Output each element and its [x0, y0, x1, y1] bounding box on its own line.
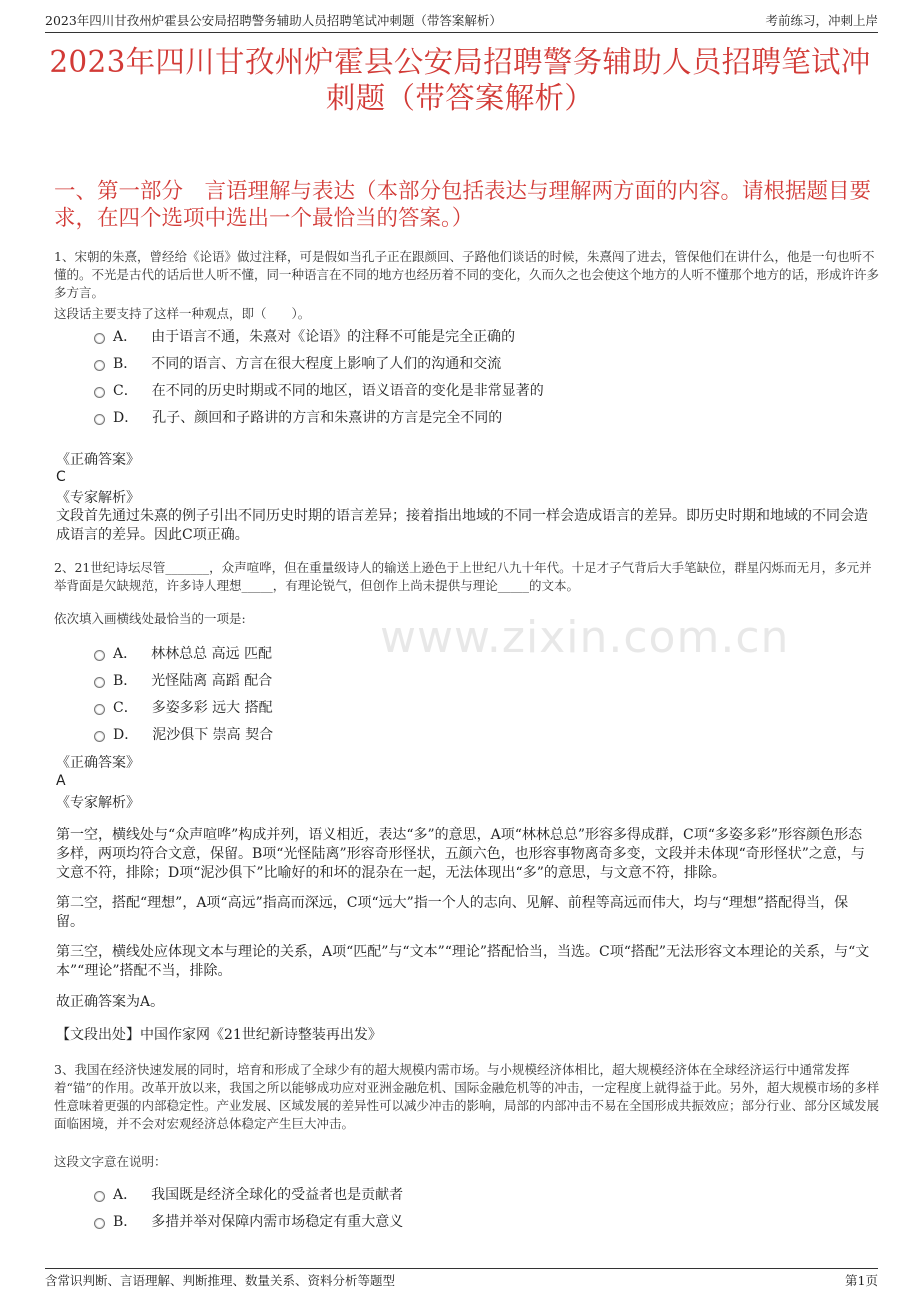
question-3-stem: 这段文字意在说明：: [54, 1154, 167, 1169]
option-letter: D．: [113, 410, 139, 426]
question-1-stem: 这段话主要支持了这样一种观点，即（ ）。: [54, 306, 311, 321]
answer-label: 《正确答案》: [56, 452, 140, 468]
radio-icon[interactable]: [94, 360, 105, 371]
question-1-option-b[interactable]: [94, 355, 501, 373]
option-letter: B．: [113, 356, 138, 372]
option-letter: B．: [113, 673, 138, 689]
radio-icon[interactable]: [94, 387, 105, 398]
option-text: 在不同的历史时期或不同的地区，语义语音的变化是非常显著的: [151, 383, 544, 399]
analysis-label: 《专家解析》: [56, 490, 140, 506]
option-text: 多措并举对保障内需市场稳定有重大意义: [151, 1214, 404, 1230]
option-text: 多姿多彩 远大 搭配: [151, 700, 273, 716]
analysis-paragraph-1: 第一空，横线处与“众声喧哗”构成并列，语义相近，表达“多”的意思，A项“林林总总”形容多得成群，C项“多姿多彩”形容颜色形态多样，两项均符合文意，保留。B项“光怪陆离”形容奇形怪状，五颜六色，也形容事物离奇多变，文段并未体现“奇形怪状”之意，与文意不符，排除；D项“泥沙俱下”比喻好的和坏的混杂在一起，无法体现出“多”的意思，与文意不符，排除。: [56, 827, 865, 881]
question-1-option-d[interactable]: [94, 409, 502, 427]
question-2-text: 2、21世纪诗坛尽管_______，众声喧哗，但在重量级诗人的输送上逊色于上世纪八九十年代。十足才子气背后大手笔缺位，群星闪烁而无月，多元并举背面是欠缺规范，许多诗人理想_____，有理论锐气，但创作上尚未提供与理论_____的文本。: [54, 560, 872, 593]
question-1-text: 1、宋朝的朱熹，曾经给《论语》做过注释，可是假如当孔子正在跟颜回、子路他们谈话的时候，朱熹闯了进去，管保他们在讲什么，他是一句也听不懂的。不光是古代的话后世人听不懂，同一种语言在不同的地方也经历着不同的变化，久而久之也会使这个地方的人听不懂那个地方的话，形成许许多多方言。: [54, 249, 880, 300]
option-text: 不同的语言、方言在很大程度上影响了人们的沟通和交流: [151, 356, 502, 372]
page-footer: [45, 1268, 878, 1291]
document-title: 2023年四川甘孜州炉霍县公安局招聘警务辅助人员招聘笔试冲刺题（带答案解析）: [49, 45, 871, 115]
analysis-paragraph-2: 第二空，搭配“理想”，A项“高远”指高而深远，C项“远大”指一个人的志向、见解、前程等高远而伟大，均与“理想”搭配得当，保留。: [56, 895, 849, 930]
analysis-label: 《专家解析》: [56, 795, 140, 811]
radio-icon[interactable]: [94, 1218, 105, 1229]
option-text: 泥沙俱下 崇高 契合: [152, 727, 274, 743]
header-slogan: 考前练习，冲刺上岸: [765, 13, 878, 28]
radio-icon[interactable]: [94, 677, 105, 688]
question-2-option-d[interactable]: [94, 726, 273, 744]
option-letter: D．: [113, 727, 139, 743]
option-letter: B．: [113, 1214, 138, 1230]
page-number: 第1页: [845, 1273, 878, 1288]
watermark: www.zixin.com.cn: [380, 612, 790, 663]
question-2-option-a[interactable]: [94, 645, 272, 663]
option-text: 由于语言不通，朱熹对《论语》的注释不可能是完全正确的: [151, 329, 516, 345]
option-letter: C．: [113, 383, 138, 399]
question-2-stem: 依次填入画横线处最恰当的一项是:: [54, 611, 246, 626]
option-text: 光怪陆离 高蹈 配合: [151, 673, 273, 689]
radio-icon[interactable]: [94, 704, 105, 715]
section-heading: 一、第一部分 言语理解与表达（本部分包括表达与理解两方面的内容。请根据题目要求，在四个选项中选出一个最恰当的答案。）: [54, 179, 872, 231]
question-2-option-b[interactable]: [94, 672, 272, 690]
option-text: 我国既是经济全球化的受益者也是贡献者: [151, 1187, 404, 1203]
question-3-option-b[interactable]: [94, 1213, 403, 1231]
option-text: 林林总总 高远 匹配: [151, 646, 273, 662]
question-3-text: 3、我国在经济快速发展的同时，培育和形成了全球少有的超大规模内需市场。与小规模经济体相比，超大规模经济体在全球经济运行中通常发挥着“锚”的作用。改革开放以来，我国之所以能够成功应对亚洲金融危机、国际金融危机等的冲击，一定程度上就得益于此。另外，超大规模市场的多样性意味着更强的内部稳定性。产业发展、区域发展的差异性可以减少冲击的影响，局部的内部冲击不易在全国形成共振效应；部分行业、部分区域发展面临困境，并不会对宏观经济总体稳定产生巨大冲击。: [54, 1062, 880, 1131]
question-3-option-a[interactable]: [94, 1186, 403, 1204]
analysis-paragraph-3: 第三空，横线处应体现文本与理论的关系，A项“匹配”与“文本”“理论”搭配恰当，当选。C项“搭配”无法形容文本理论的关系，与“文本”“理论”搭配不当，排除。: [56, 944, 870, 979]
analysis-text: 文段首先通过朱熹的例子引出不同历史时期的语言差异；接着指出地域的不同一样会造成语言的差异。即历史时期和地域的不同会造成语言的差异。因此C项正确。: [56, 508, 868, 543]
page-header: [45, 12, 878, 33]
answer-value: C: [56, 469, 66, 485]
header-doc-title: 2023年四川甘孜州炉霍县公安局招聘警务辅助人员招聘笔试冲刺题（带答案解析）: [45, 13, 502, 28]
radio-icon[interactable]: [94, 650, 105, 661]
analysis-conclusion: 故正确答案为A。: [56, 994, 165, 1010]
radio-icon[interactable]: [94, 414, 105, 425]
answer-label: 《正确答案》: [56, 755, 140, 771]
radio-icon[interactable]: [94, 1191, 105, 1202]
option-letter: C．: [113, 700, 138, 716]
radio-icon[interactable]: [94, 333, 105, 344]
footer-topics: 含常识判断、言语理解、判断推理、数量关系、资料分析等题型: [45, 1273, 396, 1288]
option-letter: A．: [113, 1187, 138, 1203]
question-2-option-c[interactable]: [94, 699, 273, 717]
question-1-option-a[interactable]: [94, 328, 515, 346]
option-letter: A．: [113, 646, 138, 662]
radio-icon[interactable]: [94, 731, 105, 742]
option-text: 孔子、颜回和子路讲的方言和朱熹讲的方言是完全不同的: [152, 410, 503, 426]
answer-value: A: [56, 773, 66, 789]
option-letter: A．: [113, 329, 138, 345]
source-note: 【文段出处】中国作家网《21世纪新诗整装再出发》: [56, 1027, 382, 1043]
question-1-option-c[interactable]: [94, 382, 544, 400]
